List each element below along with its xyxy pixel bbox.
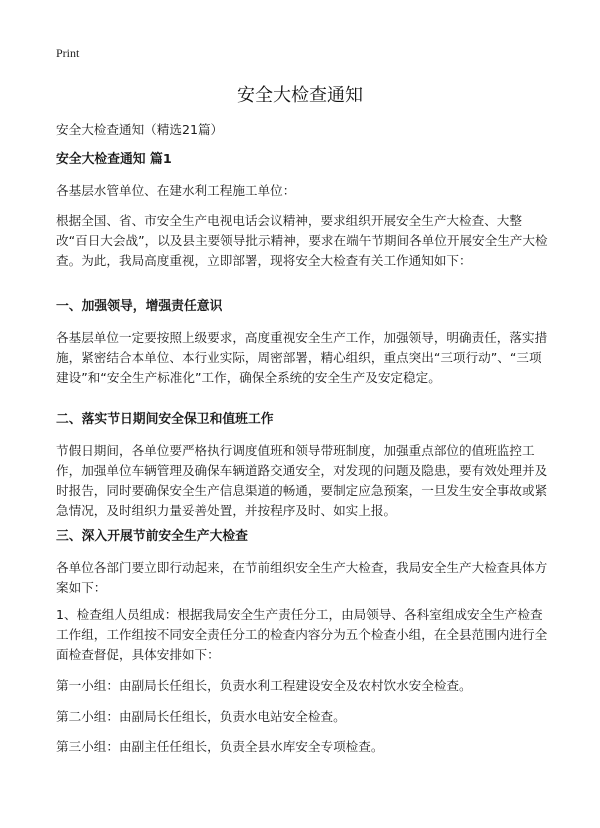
print-label: Print bbox=[56, 46, 80, 60]
document-title: 安全大检查通知 bbox=[237, 85, 363, 106]
greeting-paragraph: 各基层水管单位、在建水利工程施工单位： bbox=[56, 183, 296, 198]
section-body-3: 各单位各部门要立即行动起来，在节前组织安全生产大检查，我局安全生产大检查具体方案如下： bbox=[56, 560, 548, 595]
section-heading-3: 三、深入开展节前安全生产大检查 bbox=[56, 529, 248, 544]
group-item: 第二小组：由副局长任组长，负责水电站安全检查。 bbox=[56, 709, 346, 724]
group-item: 第一小组：由副局长任组长，负责水利工程建设安全及农村饮水安全检查。 bbox=[56, 678, 472, 693]
document-subtitle: 安全大检查通知（精选21篇） bbox=[56, 122, 224, 137]
intro-paragraph: 根据全国、省、市安全生产电视电话会议精神，要求组织开展安全生产大检查、大整改“百日大会战”，以及县主要领导批示精神，要求在端午节期间各单位开展安全生产大检查。为此，我局高度重视，立即部署，现将安全大检查有关工作通知如下： bbox=[56, 213, 548, 268]
section-title: 安全大检查通知 篇1 bbox=[56, 152, 172, 167]
section-heading-2: 二、落实节日期间安全保卫和值班工作 bbox=[56, 412, 274, 427]
section-heading-1: 一、加强领导，增强责任意识 bbox=[56, 299, 223, 314]
group-item: 第三小组：由副主任任组长，负责全县水库安全专项检查。 bbox=[56, 739, 384, 754]
section-body-2: 节假日期间，各单位要严格执行调度值班和领导带班制度，加强重点部位的值班监控工作，加强单位车辆管理及确保车辆道路交通安全，对发现的问题及隐患，要有效处理并及时报告，同时要确保安全生产信息渠道的畅通，要制定应急预案，一旦发生安全事故或紧急情况，及时组织力量妥善处置，并按程序及时、如实上报。 bbox=[56, 443, 548, 518]
section-body-1: 各基层单位一定要按照上级要求，高度重视安全生产工作，加强领导，明确责任，落实措施，紧密结合本单位、本行业实际，周密部署，精心组织，重点突出“三项行动”、“三项建设”和“安全生产标准化”工作，确保全系统的安全生产及安定稳定。 bbox=[56, 330, 548, 385]
inspection-intro-paragraph: 1、检查组人员组成：根据我局安全生产责任分工，由局领导、各科室组成安全生产检查工作组，工作组按不同安全责任分工的检查内容分为五个检查小组，在全县范围内进行全面检查督促，具体安排如下： bbox=[56, 607, 548, 662]
